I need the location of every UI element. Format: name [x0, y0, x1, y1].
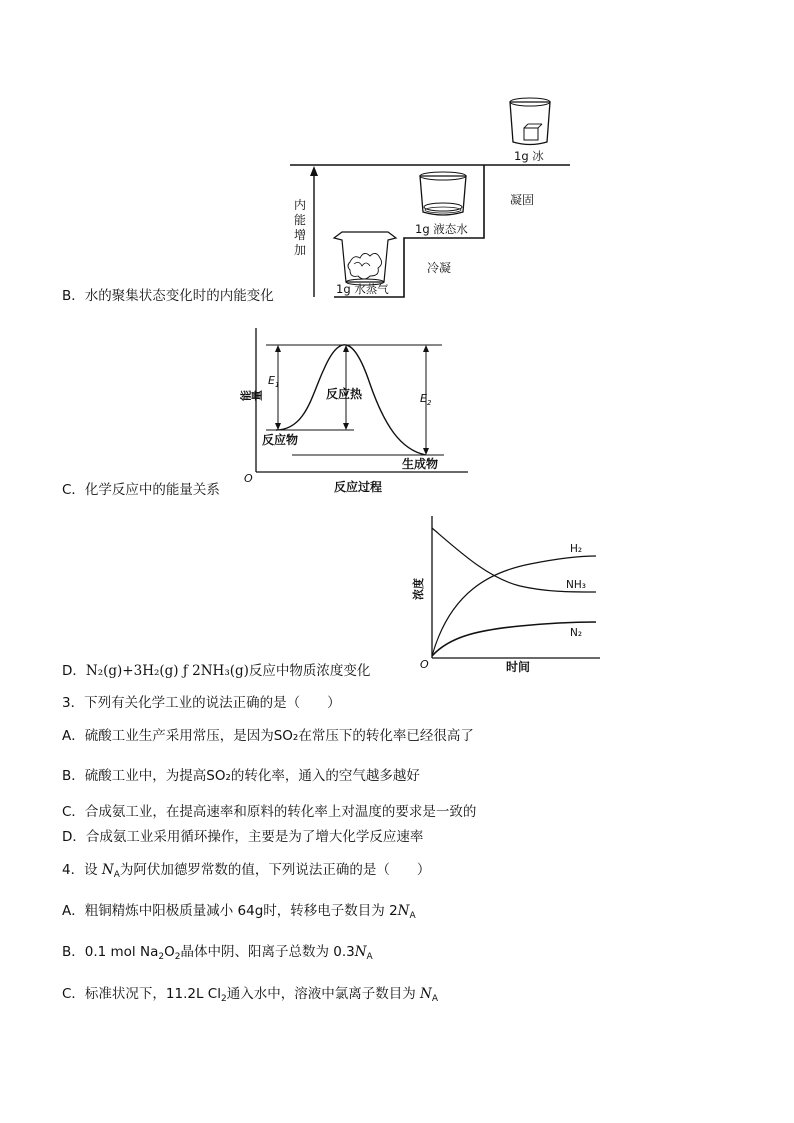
axis-char: 内 — [294, 198, 307, 212]
h2-label: H₂ — [570, 543, 583, 555]
option-c: C．化学反应中的能量关系 — [62, 482, 220, 498]
reactant-label: 反应物 — [262, 433, 299, 447]
option-d-equation: N₂(g)+3H₂(g) ƒ 2NH₃(g) — [85, 663, 249, 679]
q4-stem: 4．设 $N_A$为阿伏加德罗常数的值，下列说法正确的是（ ） — [62, 862, 431, 880]
reaction-heat-label: 反应热 — [326, 387, 363, 401]
product-label: 生成物 — [402, 457, 439, 471]
n2-label: N₂ — [570, 627, 583, 639]
figure-d-concentration — [410, 512, 606, 678]
axis-char: 能 — [294, 213, 307, 227]
q4-option-a: A．粗铜精炼中阳极质量减小 64g时，转移电子数目为 $2N_A$ — [62, 903, 416, 921]
option-d-prefix: D． — [62, 663, 86, 679]
figure-b-internal-energy — [284, 92, 574, 300]
e1-label: $E_1$ — [268, 374, 280, 389]
q4-option-b: B．0.1 mol $Na_2O_2$晶体中阴、阳离子总数为 $0.3N_A$ — [62, 944, 373, 962]
q3-stem: 3．下列有关化学工业的说法正确的是（ ） — [62, 695, 341, 711]
origin-label: O — [244, 472, 253, 485]
figure-c-energy-diagram — [226, 324, 476, 496]
option-d-suffix: 反应中物质浓度变化 — [248, 663, 371, 679]
x-axis-label: 反应过程 — [334, 480, 383, 494]
h2-curve — [432, 556, 596, 656]
origin-label: O — [420, 658, 429, 671]
axis-char: 增 — [294, 228, 307, 242]
y-axis-label: 浓度 — [412, 578, 425, 600]
q4-option-c: C．标准状况下，11.2L $Cl_2$通入水中，溶液中氯离子数目为 $N_A$ — [62, 986, 438, 1004]
e2-label: $E_2$ — [420, 392, 432, 407]
nh3-label: NH₃ — [566, 579, 586, 591]
water-label: 1g 液态水 — [415, 222, 468, 236]
steam-label: 1g 水蒸气 — [336, 282, 389, 296]
x-axis-label: 时间 — [506, 660, 531, 674]
q3-option-b: B．硫酸工业中，为提高SO₂的转化率，通入的空气越多越好 — [62, 768, 420, 784]
ice-label: 1g 冰 — [514, 149, 544, 163]
q3-option-c: C．合成氨工业，在提高速率和原料的转化率上对温度的要求是一致的 — [62, 804, 477, 820]
axis-char: 加 — [294, 243, 307, 257]
solidify-label: 凝固 — [510, 193, 535, 207]
option-b: B．水的聚集状态变化时的内能变化 — [62, 288, 274, 304]
q3-option-a: A．硫酸工业生产采用常压，是因为SO₂在常压下的转化率已经很高了 — [62, 728, 474, 744]
y-axis-label: 能量 — [240, 389, 262, 403]
q3-option-d: D．合成氨工业采用循环操作，主要是为了增大化学反应速率 — [62, 829, 424, 845]
condense-label: 冷凝 — [427, 261, 452, 275]
option-d — [62, 662, 370, 680]
